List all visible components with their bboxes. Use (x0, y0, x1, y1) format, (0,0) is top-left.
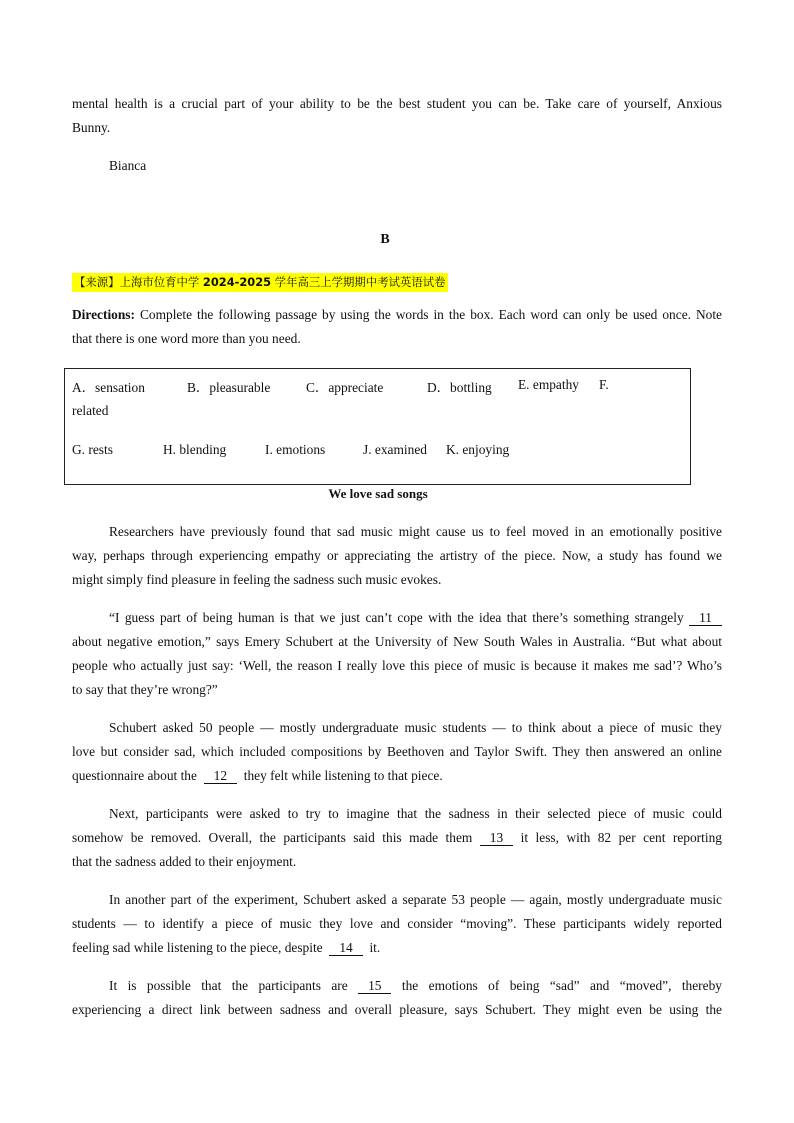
blank-12: 12 (204, 768, 237, 784)
passage-text: it less, with 82 per cent reporting (520, 830, 722, 845)
source-suffix: 学年高三上学期期中考试英语试卷 (271, 275, 446, 289)
word-option: related (72, 403, 109, 418)
passage-line: to say that they’re wrong?” (72, 682, 218, 697)
source-highlight (72, 273, 448, 292)
directions-text: Complete the following passage by using the words in the box. Each word can only be used once. Note (134, 307, 722, 322)
passage-line (72, 974, 722, 998)
section-heading: B (380, 232, 390, 247)
passage-line: love but consider sad, which included compositions by Beethoven and Taylor Swift. They then answered an online (72, 744, 722, 759)
passage-line: that the sadness added to their enjoyment. (72, 854, 297, 869)
passage-text: somehow be removed. Overall, the participants said this made them (72, 830, 473, 845)
passage-text: they felt while listening to that piece. (243, 768, 443, 783)
passage-line (72, 936, 722, 960)
word-box (64, 368, 691, 485)
passage-line: about negative emotion,” says Emery Schubert at the University of New South Wales in Australia. “But what about (72, 634, 722, 649)
source-prefix: 【来源】上海市位育中学 (74, 275, 203, 289)
word-option: H. blending (163, 442, 227, 457)
passage-text: it. (369, 940, 381, 955)
passage-text: questionnaire about the (72, 768, 197, 783)
passage-line (72, 606, 722, 630)
word-option: E. empathy (518, 377, 579, 392)
passage-line: people who actually just say: ‘Well, the reason I really love this piece of music is because it makes me sad’? Who’s (72, 658, 722, 673)
passage-text: the emotions of being “sad” and “moved”, thereby (401, 978, 722, 993)
passage-text: It is possible that the participants are (109, 978, 348, 993)
word-option: I. emotions (265, 442, 326, 457)
word-option: G. rests (72, 442, 113, 457)
passage-line (72, 826, 722, 850)
passage-line: Next, participants were asked to try to imagine that the sadness in their selected piece of music could (109, 806, 722, 821)
passage-line (72, 764, 722, 788)
word-option: A．sensation (72, 380, 145, 395)
blank-13: 13 (480, 830, 513, 846)
passage-line: Researchers have previously found that sad music might cause us to feel moved in an emotionally positive (109, 524, 722, 539)
word-option: B．pleasurable (187, 380, 271, 395)
letter-text-line: Bunny. (72, 120, 111, 135)
letter-text-line: mental health is a crucial part of your ability to be the best student you can be. Take care of yourself, Anxious (72, 96, 722, 111)
passage-line: In another part of the experiment, Schubert asked a separate 53 people — again, mostly undergraduate music (109, 892, 722, 907)
passage-line: students — to identify a piece of music they love and consider “moving”. These participants widely reported (72, 916, 722, 931)
passage-line: might simply find pleasure in feeling the sadness such music evokes. (72, 572, 442, 587)
passage-line: way, perhaps through experiencing empathy or appreciating the artistry of the piece. Now, a study has found we (72, 548, 722, 563)
word-option: K. enjoying (446, 442, 510, 457)
word-option: C．appreciate (306, 380, 384, 395)
passage-text: feeling sad while listening to the piece, despite (72, 940, 323, 955)
passage-line: experiencing a direct link between sadness and overall pleasure, says Schubert. They might even be using the (72, 1002, 722, 1017)
blank-11: 11 (689, 610, 722, 626)
passage-line: Schubert asked 50 people — mostly undergraduate music students — to think about a piece of music they (109, 720, 722, 735)
passage-title: We love sad songs (328, 486, 428, 501)
directions-line: that there is one word more than you need. (72, 331, 301, 346)
passage-text: “I guess part of being human is that we just can’t cope with the idea that there’s something strangely (109, 610, 684, 625)
source-year: 2024-2025 (202, 275, 272, 289)
blank-15: 15 (358, 978, 391, 994)
word-option: F. (599, 377, 609, 392)
directions-line (72, 303, 722, 327)
letter-signature: Bianca (109, 158, 147, 173)
blank-14: 14 (329, 940, 362, 956)
word-option: J. examined (363, 442, 427, 457)
word-option: D．bottling (427, 380, 492, 395)
directions-label: Directions: (72, 307, 135, 322)
